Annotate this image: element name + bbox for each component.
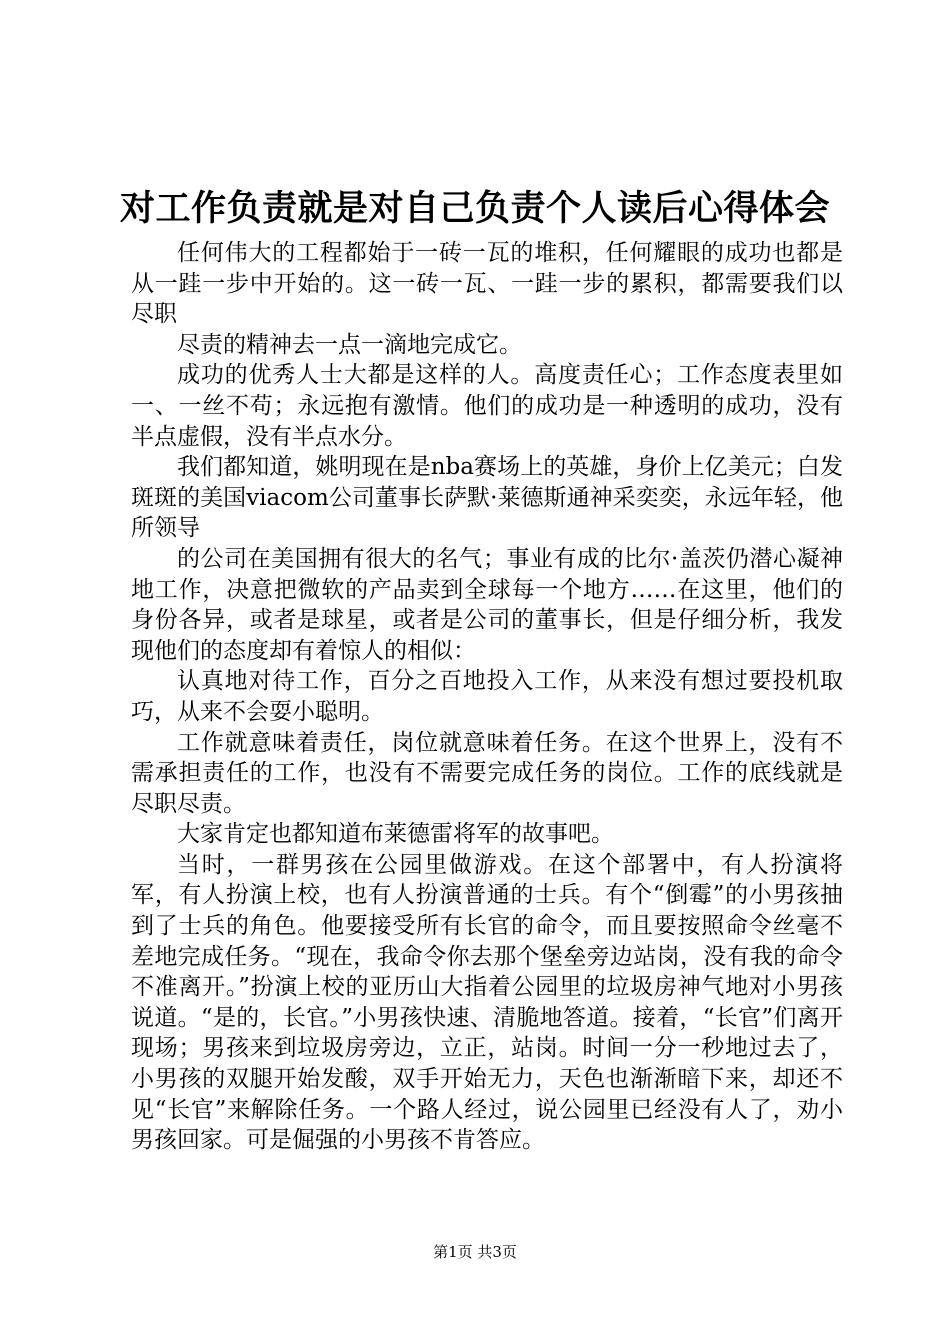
paragraph: 当时，一群男孩在公园里做游戏。在这个部署中，有人扮演将军，有人扮演上校，也有人扮演普通的士兵。有个“倒霉”的小男孩抽到了士兵的角色。他要接受所有长官的命令，而且要按照命令丝毫不差地完成任务。“现在，我命令你去那个堡垒旁边站岗，没有我的命令不准离开。”扮演上校的亚历山大指着公园里的垃圾房神气地对小男孩说道。“是的，长官。”小男孩快速、清脆地答道。接着，“长官”们离开现场；男孩来到垃圾房旁边，立正，站岗。时间一分一秒地过去了，小男孩的双腿开始发酸，双手开始无力，天色也渐渐暗下来，却还不见“长官”来解除任务。一个路人经过，说公园里已经没有人了，劝小男孩回家。可是倔强的小男孩不肯答应。 [131, 851, 843, 1154]
document-body [131, 238, 843, 1156]
paragraph: 工作就意味着责任，岗位就意味着任务。在这个世界上，没有不需承担责任的工作，也没有不需要完成任务的岗位。工作的底线就是尽职尽责。 [131, 729, 843, 817]
document-title: 对工作负责就是对自己负责个人读后心得体会 [119, 188, 830, 229]
paragraph: 任何伟大的工程都始于一砖一瓦的堆积，任何耀眼的成功也都是从一跬一步中开始的。这一砖一瓦、一跬一步的累积，都需要我们以尽职 [131, 240, 843, 328]
paragraph: 认真地对待工作，百分之百地投入工作，从来没有想过要投机取巧，从来不会耍小聪明。 [131, 668, 843, 725]
paragraph: 成功的优秀人士大都是这样的人。高度责任心；工作态度表里如一、一丝不苟；永远抱有激情。他们的成功是一种透明的成功，没有半点虚假，没有半点水分。 [131, 362, 843, 450]
paragraph: 我们都知道，姚明现在是nba赛场上的英雄，身价上亿美元；白发斑斑的美国viacom公司董事长萨默·莱德斯通神采奕奕，永远年轻，他所领导 [131, 454, 843, 542]
paragraph: 大家肯定也都知道布莱德雷将军的故事吧。 [177, 821, 614, 848]
paragraph: 尽责的精神去一点一滴地完成它。 [177, 331, 522, 358]
paragraph: 的公司在美国拥有很大的名气；事业有成的比尔·盖茨仍潜心凝神地工作，决意把微软的产品卖到全球每一个地方……在这里，他们的身份各异，或者是球星，或者是公司的董事长，但是仔细分析，我发现他们的态度却有着惊人的相似： [131, 545, 843, 664]
page-number-footer: 第1页 共3页 [433, 1243, 517, 1261]
